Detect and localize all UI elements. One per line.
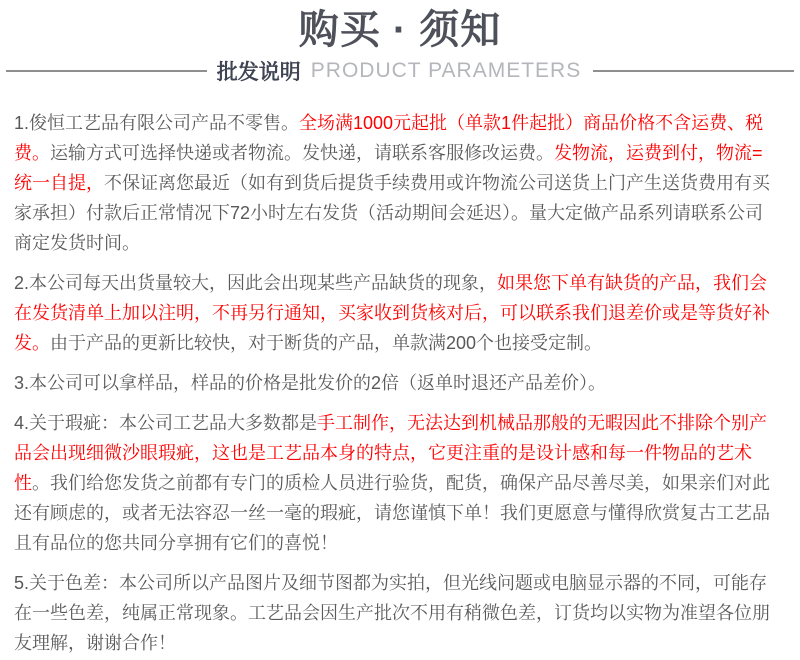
notice-text: 不保证离您最近（如有到货后提货手续费用或许物流公司送货上门产生送货费用有买家承担）付款后正常情况下72小时左右发货（活动期间会延迟）。量大定做产品系列请联系公司商定发货时间。	[14, 173, 770, 253]
notice-paragraph	[14, 108, 778, 258]
divider-line-left	[6, 70, 207, 72]
notice-text: 运输方式可选择快递或者物流。发快递，请联系客服修改运费。	[50, 143, 554, 163]
notice-paragraph	[14, 368, 778, 398]
notice-text: 由于产品的更新比较快，对于断货的产品，单款满200个也接受定制。	[50, 333, 603, 353]
notice-paragraph	[14, 568, 778, 658]
notice-paragraph	[14, 408, 778, 558]
notice-text: 2.本公司每天出货量较大，因此会出现某些产品缺货的现象，	[14, 273, 498, 293]
notice-text-highlight: 全场满1000元起批（单款1件起批）商品价格不含运费、税费。	[14, 113, 764, 163]
notice-text-highlight: 手工制作，无法达到机械品那般的无暇因此不排除个别产品会出现细微沙眼瑕疵，这也是工艺品本身的特点，它更注重的是设计感和每一件物品的艺术性	[14, 413, 768, 493]
section-header	[0, 0, 800, 85]
notice-text: 3.本公司可以拿样品，样品的价格是批发价的2倍（返单时退还产品差价）。	[14, 373, 607, 393]
notice-text: 4.关于瑕疵：本公司工艺品大多数都是	[14, 413, 318, 433]
notice-text: 5.关于色差：本公司所以产品图片及细节图都为实拍，但光线问题或电脑显示器的不同，可能存在一些色差，纯属正常现象。工艺品会因生产批次不用有稍微色差，订货均以实物为准望各位朋友理解，谢谢合作！	[14, 573, 770, 653]
section-subtitle-row	[0, 57, 800, 85]
notice-text: 。我们给您发货之前都有专门的质检人员进行验货，配货，确保产品尽善尽美，如果亲们对此还有顾虑的，或者无法容忍一丝一毫的瑕疵，请您谨慎下单！我们更愿意与懂得欣赏复古工艺品且有品位的您共同分享拥有它们的喜悦！	[14, 473, 770, 553]
divider-line-right	[593, 70, 794, 72]
subtitle-english: PRODUCT PARAMETERS	[310, 59, 582, 82]
notice-text-highlight: 如果您下单有缺货的产品，我们会在发货清单上加以注明，不再另行通知，买家收到货核对后，可以联系我们退差价或是等货好补发。	[14, 273, 770, 353]
notice-text: 1.俊恒工艺品有限公司产品不零售。	[14, 113, 300, 133]
page-title: 购买 · 须知	[298, 8, 502, 52]
notice-paragraph	[14, 268, 778, 358]
notice-text-highlight: 发物流，运费到付，物流=统一自提，	[14, 143, 763, 193]
notice-paragraph-list	[0, 85, 800, 658]
subtitle-chinese: 批发说明	[216, 61, 301, 84]
